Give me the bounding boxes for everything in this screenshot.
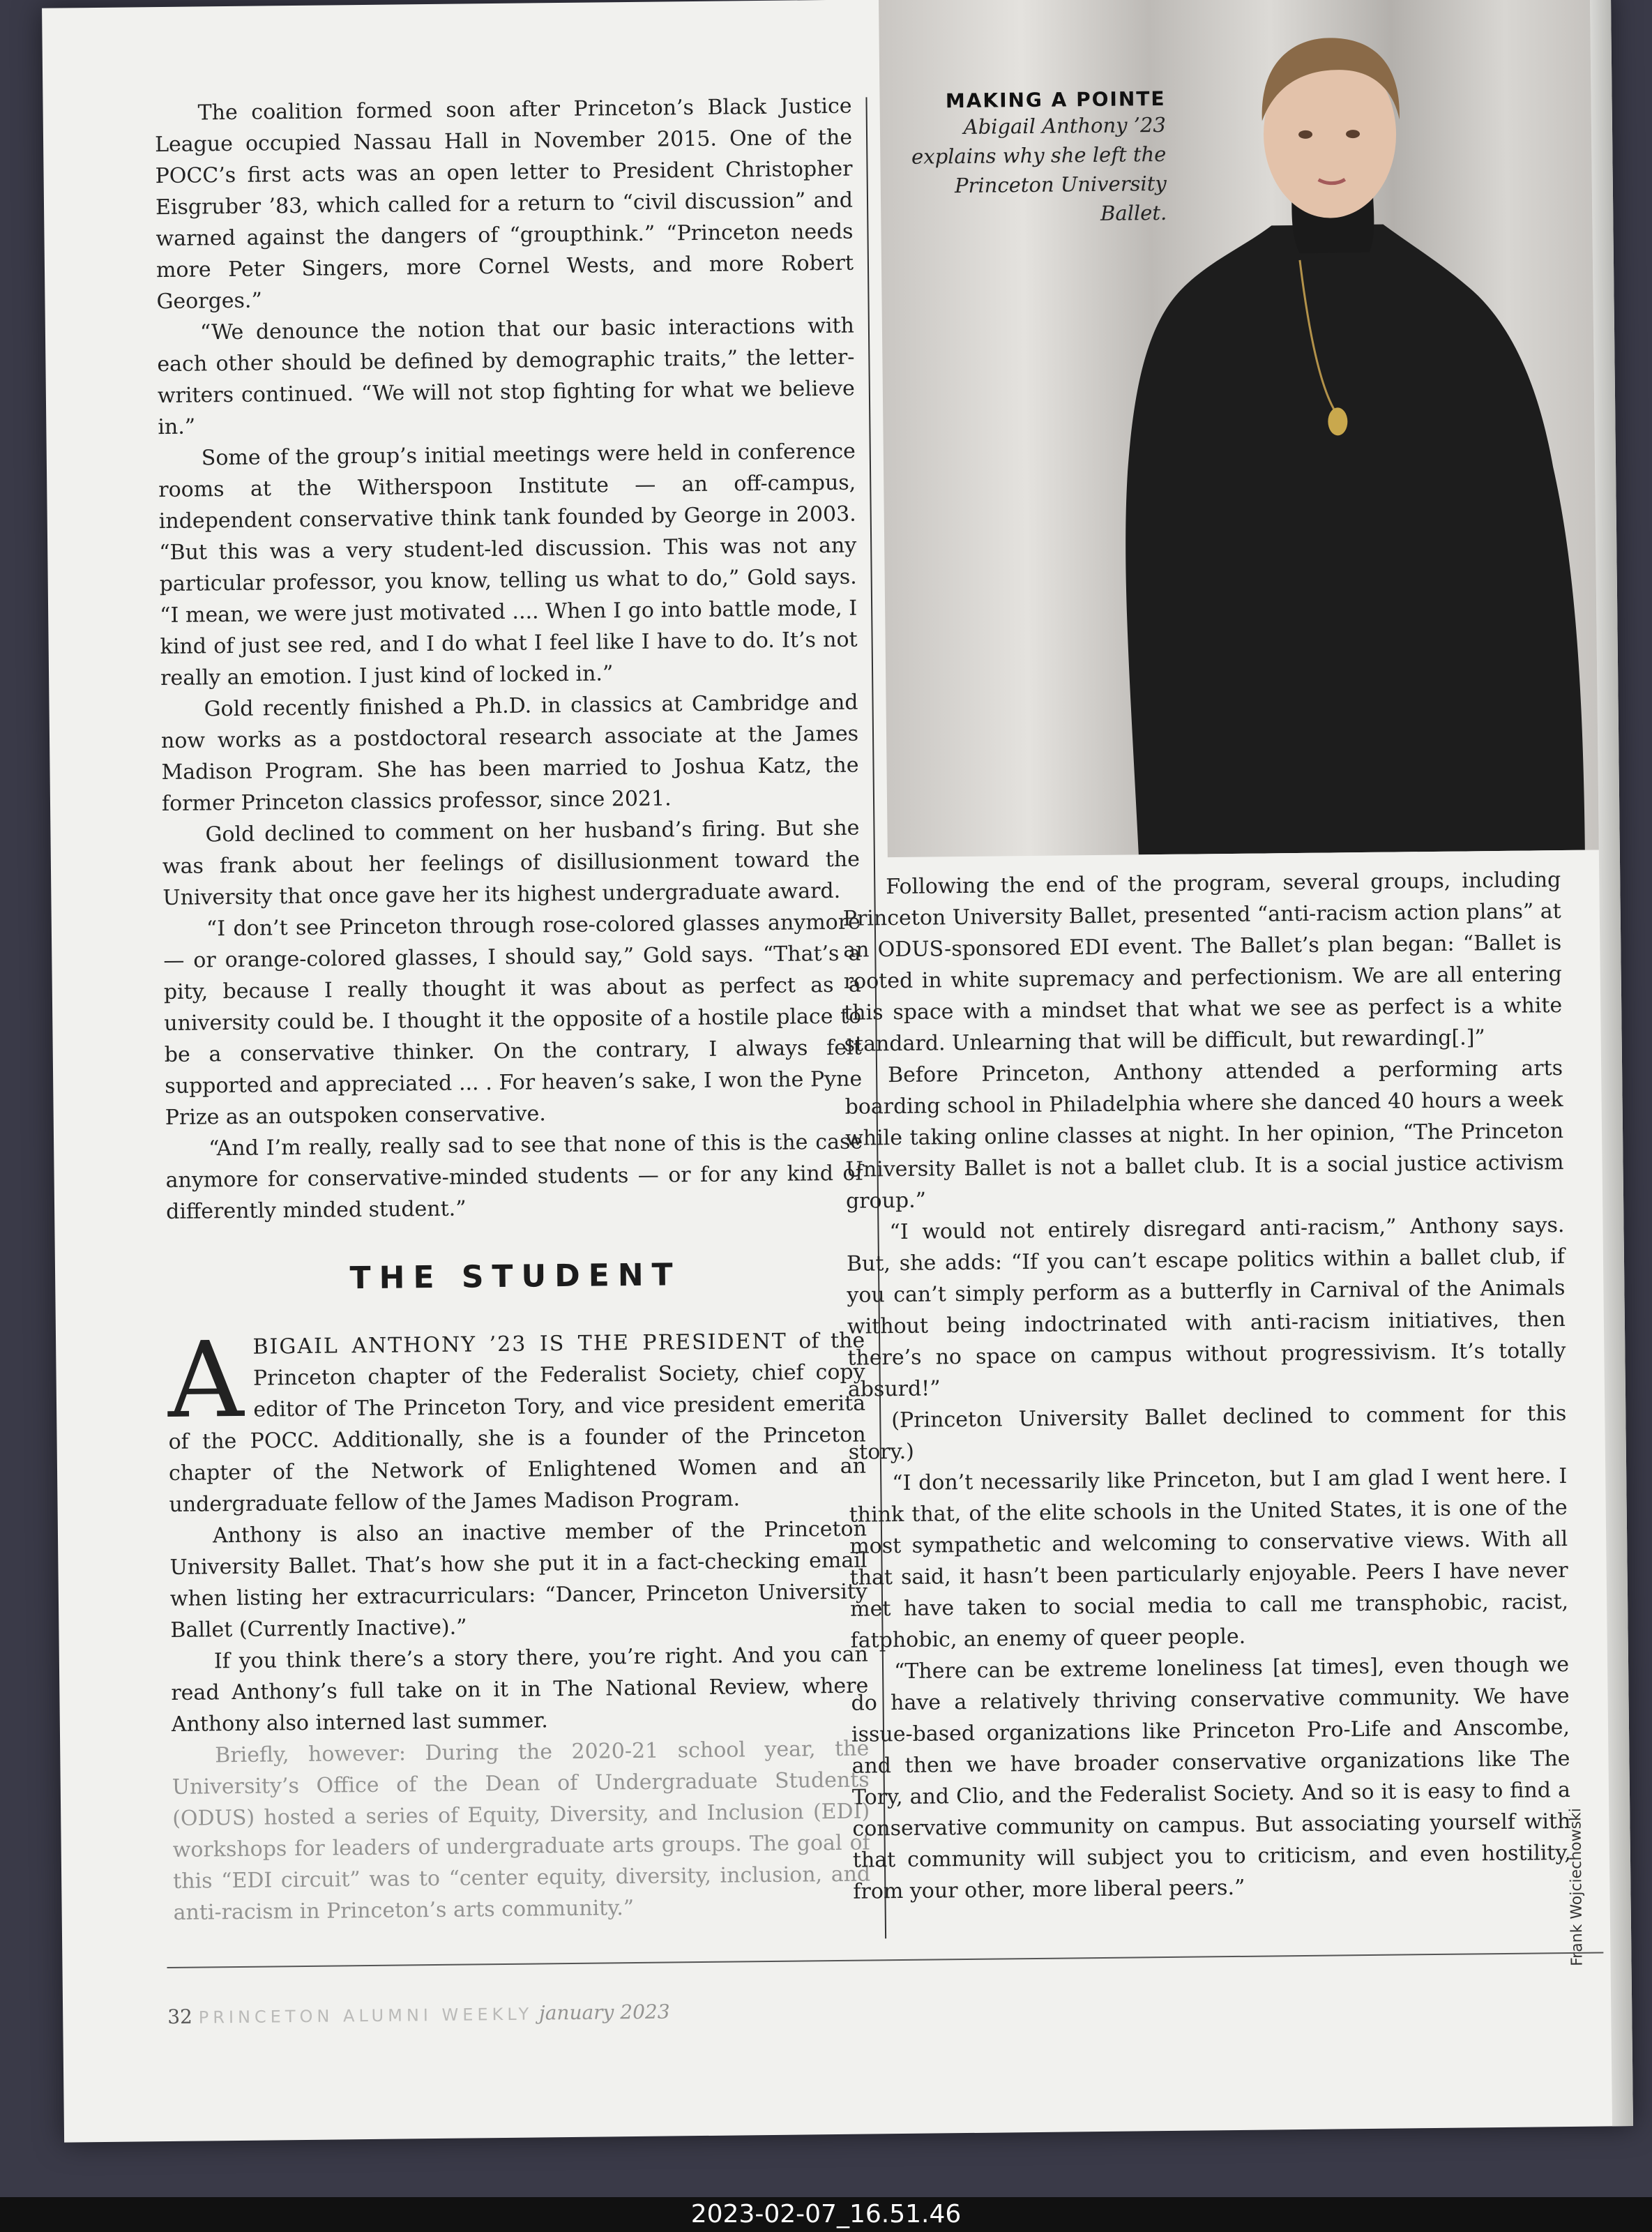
student-section bbox=[167, 1319, 871, 1929]
paragraph: “I don’t necessarily like Princeton, but I am glad I went here. I think that, of the elite schools in the United States, it is one of the most sympathetic and welcoming to conservative views. With all that said, it hasn’t been particularly enjoyable. Peers I have never met have taken to social media to call me transphobic, racist, fatphobic, an enemy of queer people. bbox=[849, 1463, 1569, 1653]
paragraph: The coalition formed soon after Princeton’s Black Justice League occupied Nassau Hall in November 2015. One of the POCC’s first acts was an open letter to President Christopher Eisgruber ’83, which called for a return to “civil discussion” and warned against the dangers of “groupthink.” “Princeton needs more Peter Singers, more Cornel Wests, and more Robert Georges.” bbox=[154, 93, 854, 315]
page-folio bbox=[167, 2000, 670, 2029]
paragraph: Before Princeton, Anthony attended a performing arts boarding school in Philadelphia where she danced 40 hours a week while taking online classes at night. In her opinion, “The Princeton University Ballet is not a ballet club. It is a social justice activism group.” bbox=[844, 1056, 1564, 1214]
left-column bbox=[154, 91, 863, 1228]
right-column bbox=[842, 864, 1571, 1908]
caption-text: Abigail Anthony ’23 explains why she left the Princeton University Ballet. bbox=[911, 112, 1167, 225]
paragraph: “There can be extreme loneliness [at times], even though we do have a relatively thriving conservative community. We have issue-based organizations like Princeton Pro-Life and Anscombe, and then we have broader conservative organizations like The Tory, and Clio, and the Federalist Society. And so it is easy to find a conservative community on campus. But associating yourself with that community will subject you to criticism, and even hostility, from your other, more liberal peers.” bbox=[851, 1652, 1572, 1904]
page-number: 32 bbox=[167, 2005, 193, 2029]
photo-credit: Frank Wojciechowski bbox=[1567, 1807, 1586, 1967]
drop-cap: A bbox=[167, 1319, 244, 1442]
photo-timestamp: 2023-02-07_16.51.46 bbox=[0, 2197, 1652, 2232]
photo-caption bbox=[900, 87, 1167, 230]
issue-date: january 2023 bbox=[538, 2000, 670, 2025]
paragraph: Gold declined to comment on her husband’s firing. But she was frank about her feelings of disillusionment toward the University that once gave her its highest undergraduate award. bbox=[162, 815, 861, 911]
lead-paragraph bbox=[167, 1319, 867, 1521]
footer-rule bbox=[167, 1952, 1603, 1968]
paragraph: Some of the group’s initial meetings were held in conference rooms at the Witherspoon Institute — an off-campus, independent conservative think tank founded by George in 2003. “But this was a very student-led discussion. This was not any particular professor, you know, telling us what to do,” Gold says. “I mean, we were just motivated .... When I go into battle mode, I kind of just see red, and I do what I feel like I have to do. It’s not really an emotion. I just kind of locked in.” bbox=[158, 439, 858, 691]
paragraph: If you think there’s a story there, you’re right. And you can read Anthony’s full take on it in The National Review, where Anthony also interned last summer. bbox=[171, 1642, 869, 1737]
paragraph: “I would not entirely disregard anti-racism,” Anthony says. But, she adds: “If you can’t escape politics within a ballet club, if you can’t simply perform as a butterfly in Carnival of the Animals without being indoctrinated with anti-racism initiatives, then there’s no space on campus without progressivism. It’s totally absurd!” bbox=[846, 1213, 1566, 1402]
lead-rest: of the Princeton chapter of the Federalist Society, chief copy editor of The Princeton Tory, and vice president emerita of the POCC. Additionally, she is a founder of the Princeton chapter of the Network of Enlightened Women and an undergraduate fellow of the James Madison Program. bbox=[168, 1328, 867, 1517]
magazine-name: PRINCETON ALUMNI WEEKLY bbox=[198, 2004, 533, 2028]
paragraph: “I don’t see Princeton through rose-colored glasses anymore — or orange-colored glasses, I should say,” Gold says. “That’s a pity, because I really thought it was about as perfect as a university could be. I thought it the opposite of a hostile place to be a conservative thinker. On the contrary, I always felt supported and appreciated ... . For heaven’s sake, I won the Pyne Prize as an outspoken conservative. bbox=[163, 910, 863, 1131]
magazine-page bbox=[42, 0, 1633, 2143]
paragraph: Following the end of the program, several groups, including Princeton University Ballet, presented “anti-racism action plans” at an ODUS-sponsored EDI event. The Ballet’s plan began: “Ballet is rooted in white supremacy and perfectionism. We are all entering this space with a mindset that what we see as perfect is a white standard. Unlearning that will be difficult, but rewarding[.]” bbox=[842, 868, 1563, 1057]
paragraph: “And I’m really, really sad to see that none of this is the case anymore for conservative-minded students — or for any kind of differently minded student.” bbox=[165, 1129, 863, 1225]
section-heading: THE STUDENT bbox=[349, 1257, 681, 1297]
paragraph: (Princeton University Ballet declined to comment for this story.) bbox=[848, 1401, 1567, 1465]
paragraph: Anthony is also an inactive member of the Princeton University Ballet. That’s how she put it in a fact-checking email when listing her extracurriculars: “Dancer, Princeton University Ballet (Currently Inactive).” bbox=[169, 1516, 868, 1643]
caption-title: MAKING A POINTE bbox=[945, 86, 1166, 113]
paragraph: Gold recently finished a Ph.D. in classics at Cambridge and now works as a postdoctoral research associate at the James Madison Program. She has been married to Joshua Katz, the former Princeton classics professor, since 2021. bbox=[160, 690, 859, 817]
lead-smallcaps: BIGAIL ANTHONY ’23 IS THE PRESIDENT bbox=[252, 1329, 787, 1359]
faded-paragraph: Briefly, however: During the 2020-21 school year, the University’s Office of the Dean of Undergraduate Students (ODUS) hosted a series of Equity, Diversity, and Inclusion (EDI) workshops for leaders of undergraduate arts groups. The goal of this “EDI circuit” was to “center equity, diversity, inclusion, and anti-racism in Princeton’s arts community.” bbox=[172, 1736, 871, 1925]
paragraph: “We denounce the notion that our basic interactions with each other should be defined by demographic traits,” the letter-writers continued. “We will not stop fighting for what we believe in.” bbox=[157, 313, 856, 440]
